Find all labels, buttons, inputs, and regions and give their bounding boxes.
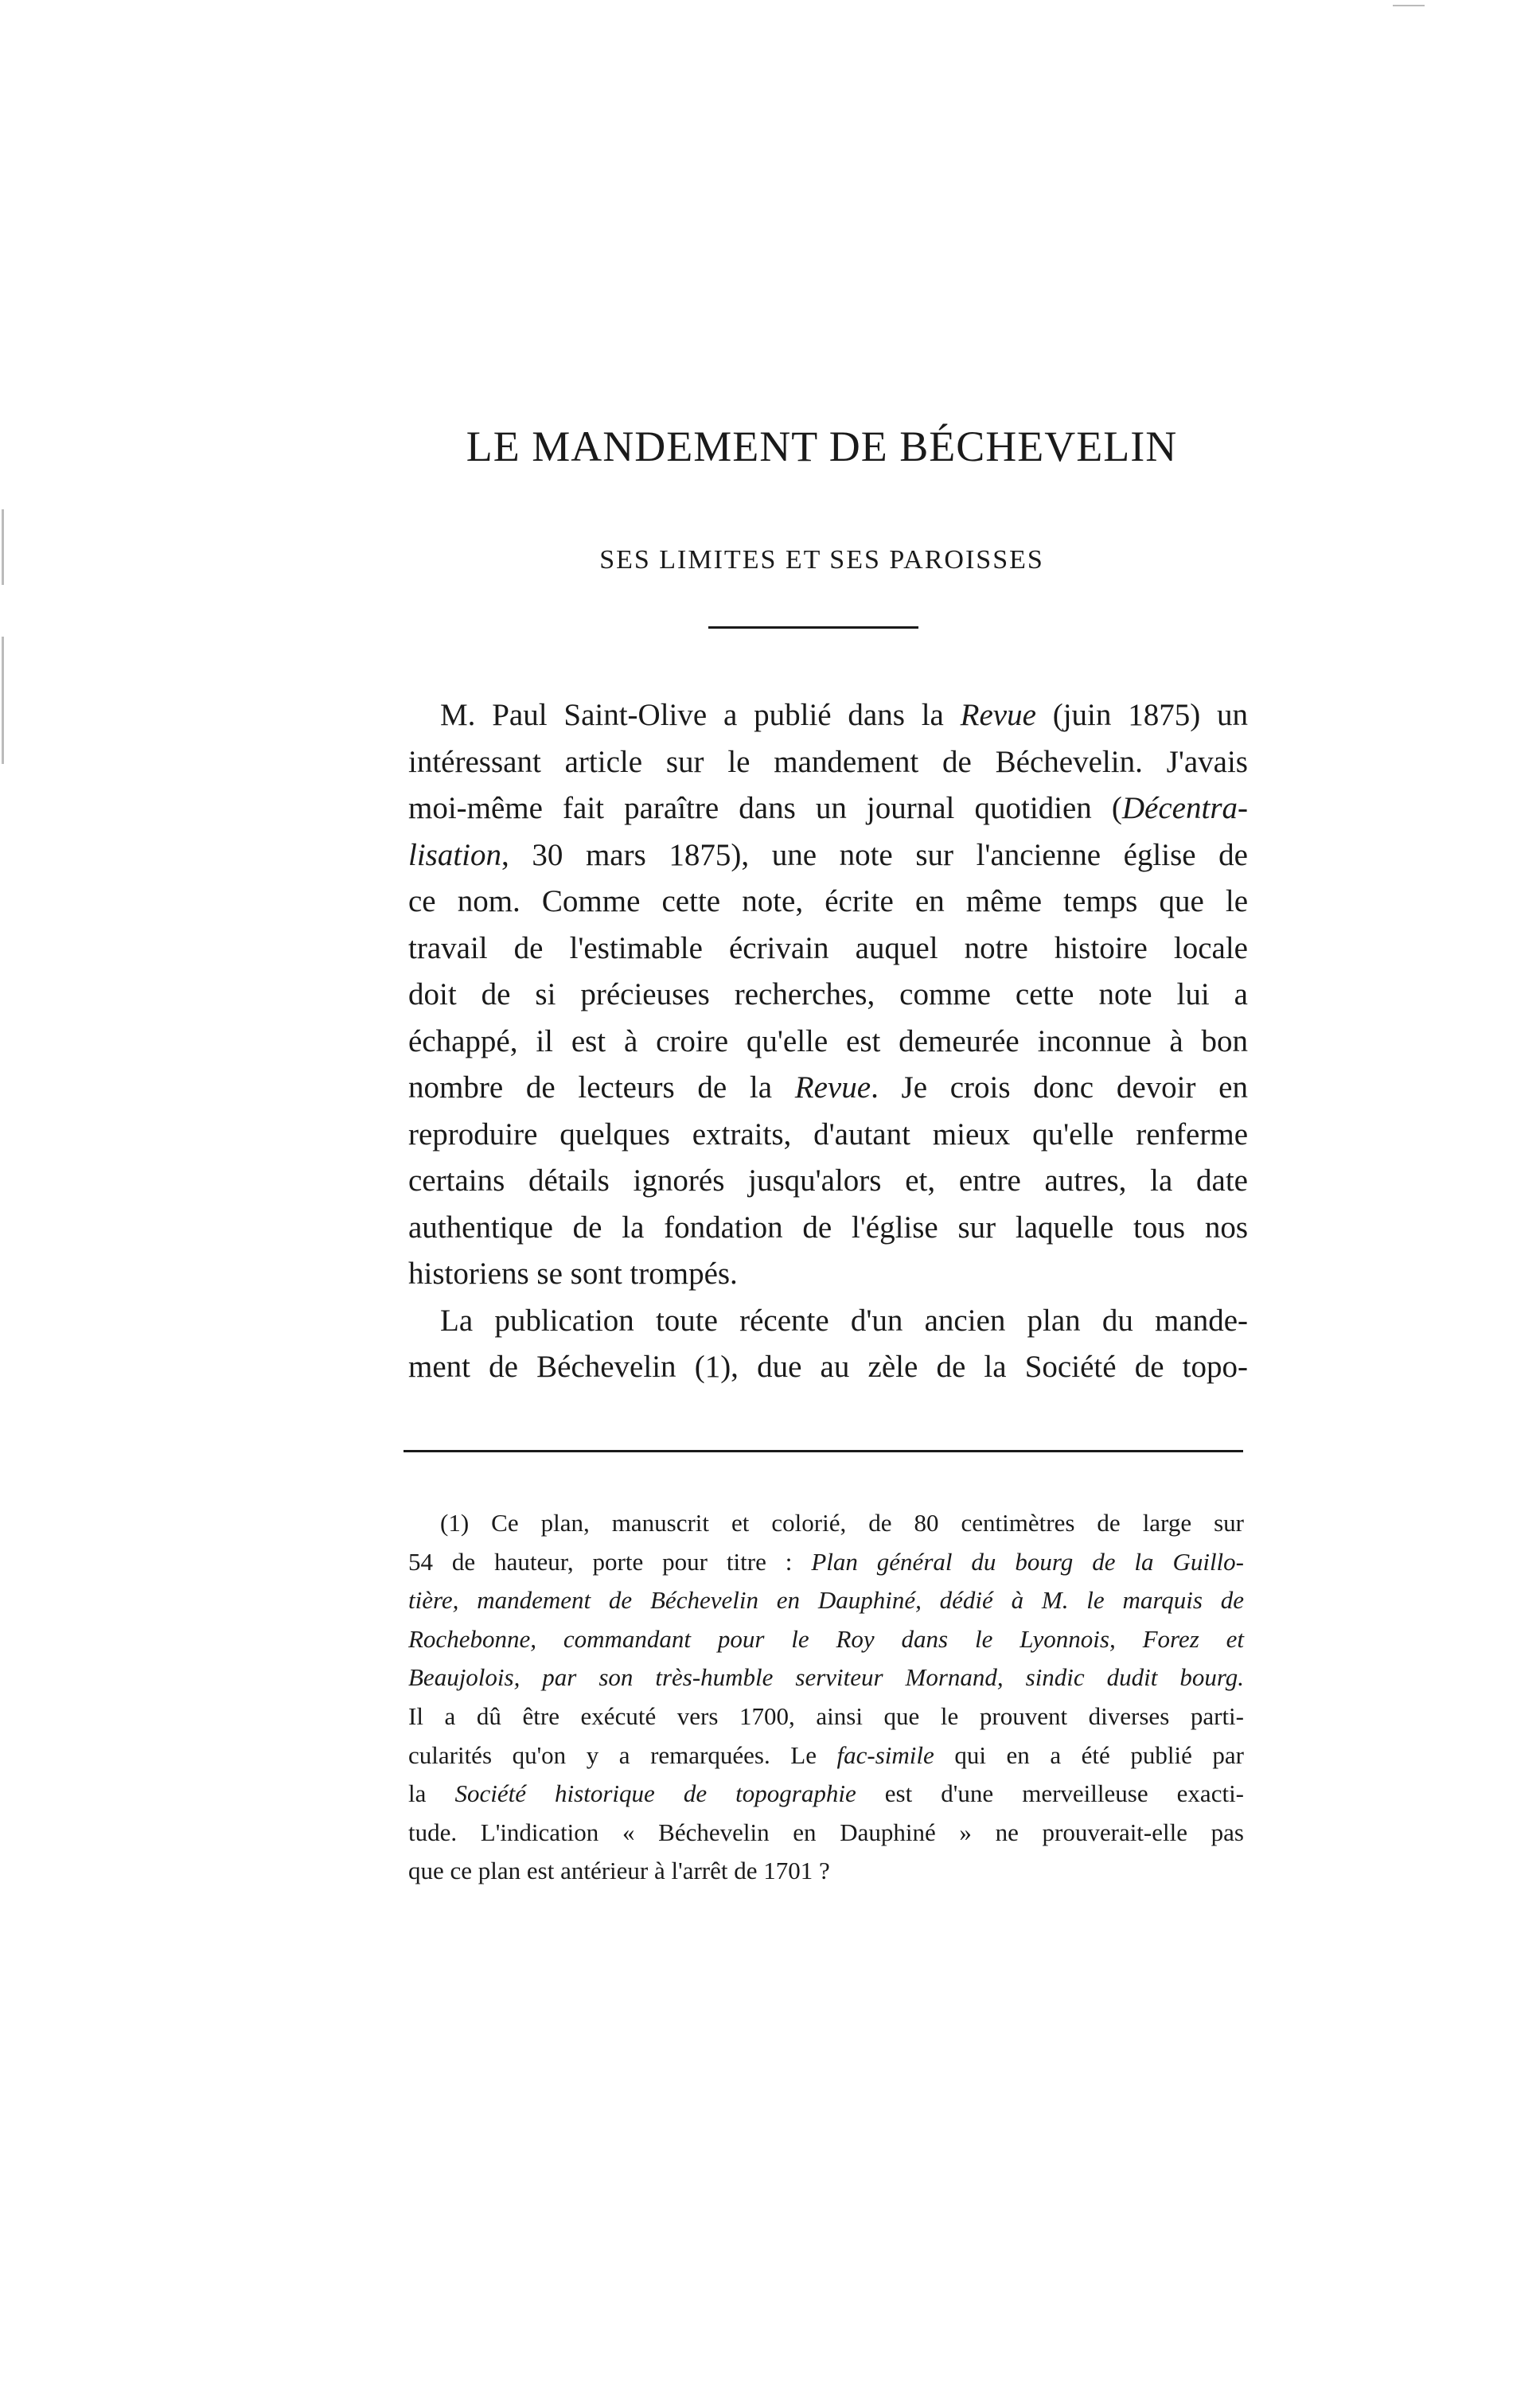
- body-line: La publication toute récente d'un ancien plan du mande-: [440, 1303, 1248, 1338]
- page-subtitle: SES LIMITES ET SES PAROISSES: [599, 545, 1044, 575]
- scan-edge-mark: [1393, 5, 1425, 6]
- body-line: ce nom. Comme cette note, écrite en même temps que le: [408, 884, 1248, 918]
- footnote-line: tière, mandement de Béchevelin en Dauphiné, dédié à M. le marquis de: [408, 1586, 1244, 1615]
- page-title: LE MANDEMENT DE BÉCHEVELIN: [466, 423, 1178, 470]
- footnote-divider: [404, 1450, 1243, 1452]
- title-divider: [708, 626, 918, 629]
- footnote-line: 54 de hauteur, porte pour titre : Plan général du bourg de la Guillo-: [408, 1547, 1244, 1576]
- body-line: intéressant article sur le mandement de Béchevelin. J'avais: [408, 744, 1248, 779]
- footnote-line: la Société historique de topographie est d'une merveilleuse exacti-: [408, 1779, 1244, 1808]
- body-line: M. Paul Saint-Olive a publié dans la Revue (juin 1875) un: [440, 698, 1248, 732]
- body-line: historiens se sont trompés.: [408, 1257, 738, 1291]
- body-line: lisation, 30 mars 1875), une note sur l'ancienne église de: [408, 837, 1248, 872]
- footnote-line: Il a dû être exécuté vers 1700, ainsi que le prouvent diverses parti-: [408, 1701, 1244, 1730]
- footnote-line: cularités qu'on y a remarquées. Le fac-simile qui en a été publié par: [408, 1740, 1244, 1769]
- body-line: moi-même fait paraître dans un journal quotidien (Décentra-: [408, 791, 1248, 825]
- body-line: certains détails ignorés jusqu'alors et, entre autres, la date: [408, 1163, 1248, 1198]
- body-line: ment de Béchevelin (1), due au zèle de la Société de topo-: [408, 1350, 1248, 1384]
- body-line: travail de l'estimable écrivain auquel notre histoire locale: [408, 930, 1248, 965]
- footnote-line: tude. L'indication « Béchevelin en Dauphiné » ne prouverait-elle pas: [408, 1818, 1244, 1846]
- footnote: [408, 1504, 1244, 1891]
- scan-edge-mark: [2, 637, 4, 764]
- footnote-line: Beaujolois, par son très-humble serviteur Mornand, sindic dudit bourg.: [408, 1663, 1244, 1692]
- body-line: échappé, il est à croire qu'elle est demeurée inconnue à bon: [408, 1023, 1248, 1058]
- body-line: nombre de lecteurs de la Revue. Je crois donc devoir en: [408, 1070, 1248, 1105]
- footnote-line: (1) Ce plan, manuscrit et colorié, de 80 centimètres de large sur: [440, 1509, 1244, 1537]
- footnote-line: que ce plan est antérieur à l'arrêt de 1701 ?: [408, 1857, 830, 1885]
- footnote-line: Rochebonne, commandant pour le Roy dans le Lyonnois, Forez et: [408, 1624, 1244, 1653]
- body-text: [408, 692, 1248, 1391]
- body-line: doit de si précieuses recherches, comme cette note lui a: [408, 977, 1248, 1011]
- body-line: authentique de la fondation de l'église sur laquelle tous nos: [408, 1210, 1248, 1245]
- body-line: reproduire quelques extraits, d'autant mieux qu'elle renferme: [408, 1117, 1248, 1152]
